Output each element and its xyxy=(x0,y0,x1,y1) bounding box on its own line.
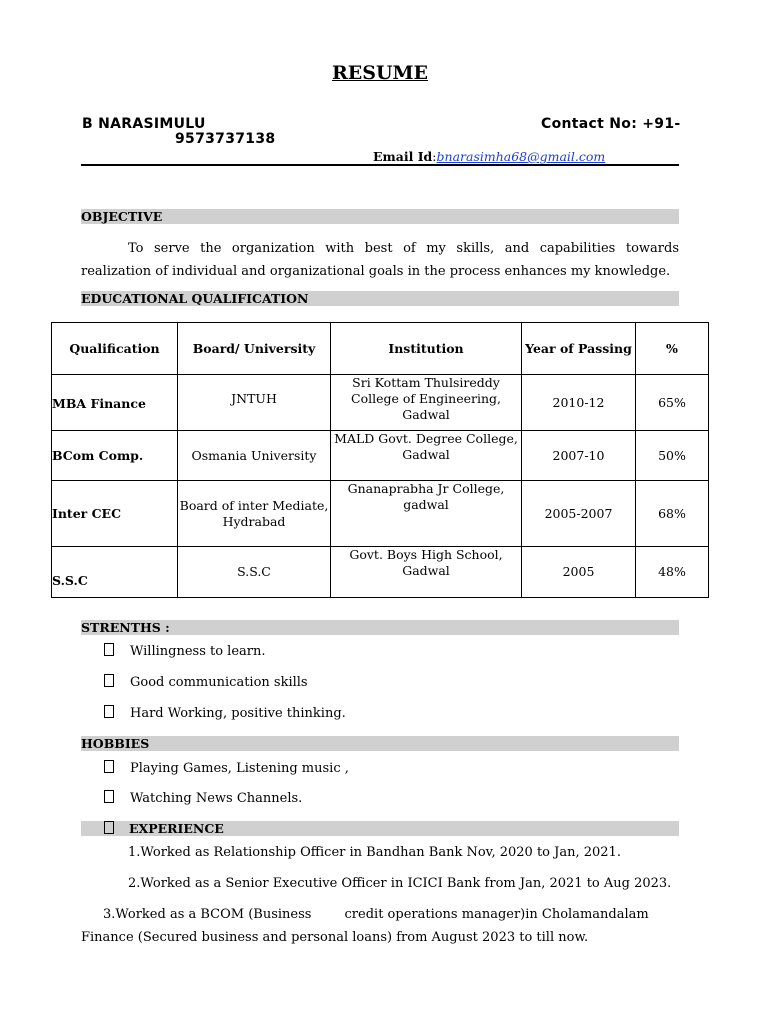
checkbox-bullet-icon xyxy=(104,643,114,656)
experience-item: 3.Worked as a BCOM (Business credit operations manager)in Cholamandalam Finance (Secured business and personal loans) from August 2023 to till now. xyxy=(81,907,653,945)
cell-percent: 65% xyxy=(636,375,709,431)
header-rule xyxy=(81,164,679,166)
checkbox-bullet-icon xyxy=(104,674,114,687)
list-item xyxy=(104,643,266,659)
cell-percent: 50% xyxy=(636,431,709,481)
table-row xyxy=(52,547,709,598)
column-header: Institution xyxy=(331,323,522,375)
checkbox-bullet-icon xyxy=(104,821,114,834)
email-label: Email Id xyxy=(373,149,433,164)
cell-board: Board of inter Mediate, Hydrabad xyxy=(178,481,331,547)
cell-year: 2005-2007 xyxy=(522,481,636,547)
column-header: Board/ University xyxy=(178,323,331,375)
objective-text: To serve the organization with best of my skills, and capabilities towards realization of individual and organizational goals in the process enhances my knowledge. xyxy=(81,241,679,279)
experience-item: 2.Worked as a Senior Executive Officer in ICICI Bank from Jan, 2021 to Aug 2023. xyxy=(128,876,672,891)
strength-text: Hard Working, positive thinking. xyxy=(130,706,346,721)
list-item xyxy=(104,705,346,721)
cell-qualification: S.S.C xyxy=(52,547,178,598)
list-item xyxy=(104,790,302,806)
cell-institution: Govt. Boys High School, Gadwal xyxy=(331,547,522,598)
cell-qualification: BCom Comp. xyxy=(52,431,178,481)
contact-label: Contact No: +91- xyxy=(541,116,681,132)
list-item xyxy=(104,674,308,690)
candidate-name: B NARASIMULU xyxy=(82,116,206,132)
hobby-text: Watching News Channels. xyxy=(130,791,303,806)
cell-year: 2010-12 xyxy=(522,375,636,431)
list-item xyxy=(104,760,349,776)
table-row xyxy=(52,375,709,431)
table-row xyxy=(52,481,709,547)
phone-number: 9573737138 xyxy=(175,131,276,147)
section-heading-hobbies: HOBBIES xyxy=(81,736,679,751)
cell-qualification: MBA Finance xyxy=(52,375,178,431)
column-header: % xyxy=(636,323,709,375)
cell-board: JNTUH xyxy=(178,375,331,431)
column-header: Year of Passing xyxy=(522,323,636,375)
resume-title: RESUME xyxy=(331,62,429,84)
cell-qualification: Inter CEC xyxy=(52,481,178,547)
cell-institution: MALD Govt. Degree College, Gadwal xyxy=(331,431,522,481)
cell-board: S.S.C xyxy=(178,547,331,598)
section-heading-strengths: STRENTHS : xyxy=(81,620,679,635)
section-heading-objective: OBJECTIVE xyxy=(81,209,679,224)
experience-item: 1.Worked as Relationship Officer in Bandhan Bank Nov, 2020 to Jan, 2021. xyxy=(128,845,621,860)
section-heading-education: EDUCATIONAL QUALIFICATION xyxy=(81,291,679,306)
checkbox-bullet-icon xyxy=(104,790,114,803)
email-line xyxy=(373,149,605,164)
cell-year: 2005 xyxy=(522,547,636,598)
hobby-text: Playing Games, Listening music , xyxy=(130,761,349,776)
cell-board: Osmania University xyxy=(178,431,331,481)
cell-percent: 68% xyxy=(636,481,709,547)
experience-heading-text: EXPERIENCE xyxy=(129,821,224,836)
education-table xyxy=(51,322,709,598)
cell-year: 2007-10 xyxy=(522,431,636,481)
strength-text: Good communication skills xyxy=(130,675,308,690)
checkbox-bullet-icon xyxy=(104,705,114,718)
table-row xyxy=(52,431,709,481)
strength-text: Willingness to learn. xyxy=(130,644,266,659)
table-header-row xyxy=(52,323,709,375)
cell-institution: Gnanaprabha Jr College, gadwal xyxy=(331,481,522,547)
cell-percent: 48% xyxy=(636,547,709,598)
column-header: Qualification xyxy=(52,323,178,375)
email-separator: : xyxy=(432,149,437,164)
email-link[interactable]: bnarasimha68@gmail.com xyxy=(436,149,606,164)
checkbox-bullet-icon xyxy=(104,760,114,773)
section-heading-experience xyxy=(81,821,679,836)
cell-institution: Sri Kottam Thulsireddy College of Engineering, Gadwal xyxy=(331,375,522,431)
